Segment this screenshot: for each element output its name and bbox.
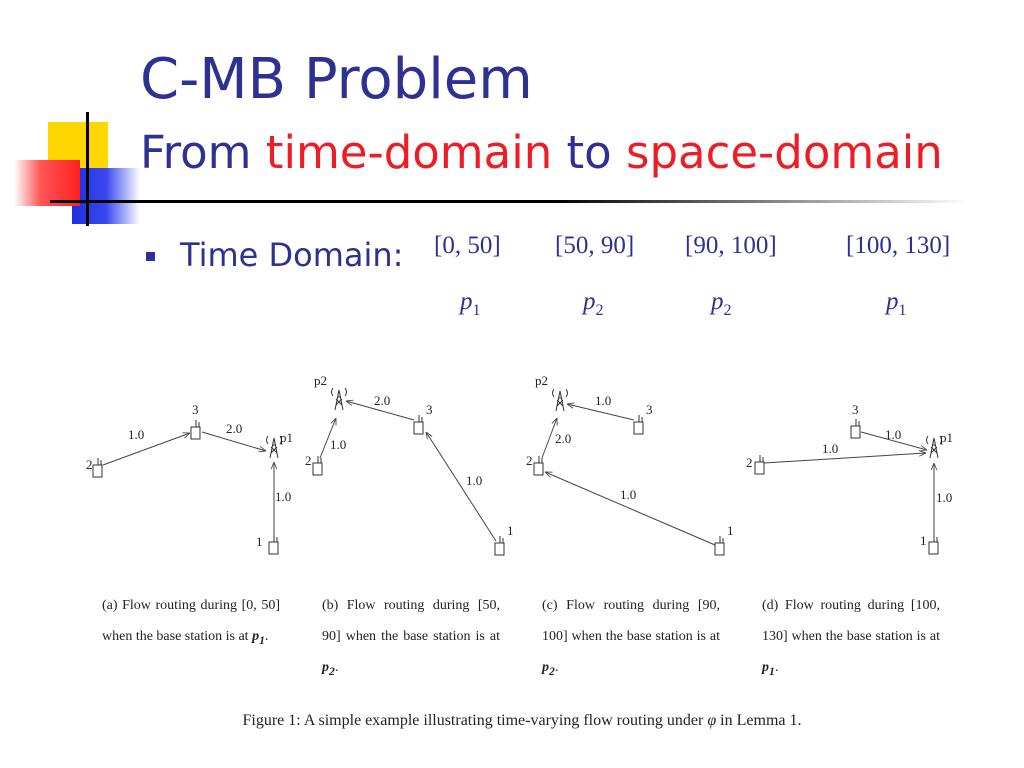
bullet-time-domain-label: Time Domain: [180,236,404,274]
panel-c-node-1 [715,536,724,555]
panel-c-label-node-1: 1 [727,523,734,538]
panel-c-weight-3-p2: 1.0 [595,393,612,408]
panel-c-diagram [526,373,734,555]
panel-b-node-2 [313,456,322,475]
panel-a-weight-2-3: 1.0 [128,427,145,442]
slide-title: C-MB Problem [140,47,533,112]
panel-d-label-node-3: 3 [852,402,859,417]
panel-b-label-node-2: 2 [305,453,312,468]
panel-b-node-3 [414,415,423,434]
panel-d-diagram [746,402,953,554]
panel-b-weight-1-3: 1.0 [466,473,483,488]
panel-a-edge-2-3 [103,433,190,465]
panel-a-node-3 [191,420,200,439]
panel-d-edge-2-p1 [764,453,926,463]
panel-c-base-station-icon [553,389,568,411]
panel-c-label-node-2: 2 [526,453,533,468]
panel-b-caption: (b) Flow routing during [50, 90] when the base station is at $p_2$. [322,598,500,678]
interval-station-3: $p_2$ [711,288,732,319]
panel-d-weight-2-p1: 1.0 [822,441,839,456]
panel-c-label-node-3: 3 [646,402,653,417]
panel-d-caption: (d) Flow routing during [100, 130] when the base station is at $p_1$. [762,598,940,678]
panel-b-node-1 [495,536,504,555]
subtitle-middle: to [552,126,627,179]
panel-a-label-base: p1 [280,430,293,445]
panel-a-label-node-1: 1 [256,534,263,549]
interval-station-2: $p_2$ [583,288,604,319]
panel-d-label-node-2: 2 [746,455,753,470]
panel-b-edge-1-3 [426,432,496,541]
subtitle-highlight-time-domain: time-domain [265,126,553,179]
panel-d-node-2 [755,455,764,474]
panel-a-caption: (a) Flow routing during [0, 50] when the base station is at $p_1$. [102,598,280,647]
panel-a-diagram [86,402,293,554]
panel-b-base-station-icon [332,388,347,410]
panel-c-weight-1-2: 1.0 [620,487,637,502]
panel-d-label-base: p1 [940,430,953,445]
panel-a-node-1 [269,535,278,554]
panel-c-edge-1-2 [545,472,715,545]
interval-range-3: [90, 100] [685,232,777,259]
panel-d-node-3 [851,419,860,438]
figure-caption: Figure 1: A simple example illustrating time-varying flow routing under φ in Lemma 1. [242,712,802,729]
interval-range-2: [50, 90] [555,232,635,259]
panel-c-weight-2-p2: 2.0 [555,431,572,446]
panel-c-label-base: p2 [535,373,548,388]
panel-b-label-base: p2 [314,373,327,388]
interval-range-4: [100, 130] [846,232,951,259]
panel-a-weight-3-p1: 2.0 [226,421,243,436]
subtitle-highlight-space-domain: space-domain [626,126,943,179]
panel-c-node-3 [634,415,643,434]
interval-station-4: $p_1$ [886,288,907,319]
panel-b-weight-3-p2: 2.0 [374,393,391,408]
panel-d-label-node-1: 1 [920,533,927,548]
panel-b-label-node-3: 3 [426,402,433,417]
interval-range-1: [0, 50] [434,232,501,259]
subtitle-prefix: From [140,126,266,179]
panel-b-diagram [305,373,514,555]
panel-d-node-1 [929,535,938,554]
panel-d-weight-1-p1: 1.0 [936,490,953,505]
interval-station-1: $p_1$ [460,288,481,319]
panel-a-label-node-3: 3 [192,402,199,417]
panel-c-node-2 [534,456,543,475]
panel-b-label-node-1: 1 [507,523,514,538]
panel-c-caption: (c) Flow routing during [90, 100] when the base station is at $p_2$. [542,598,720,678]
panel-d-weight-3-p1: 1.0 [885,427,902,442]
panel-b-weight-2-p2: 1.0 [330,437,347,452]
panel-a-node-2 [93,458,102,477]
panel-a-label-node-2: 2 [86,457,93,472]
panel-a-weight-1-p1: 1.0 [275,489,292,504]
